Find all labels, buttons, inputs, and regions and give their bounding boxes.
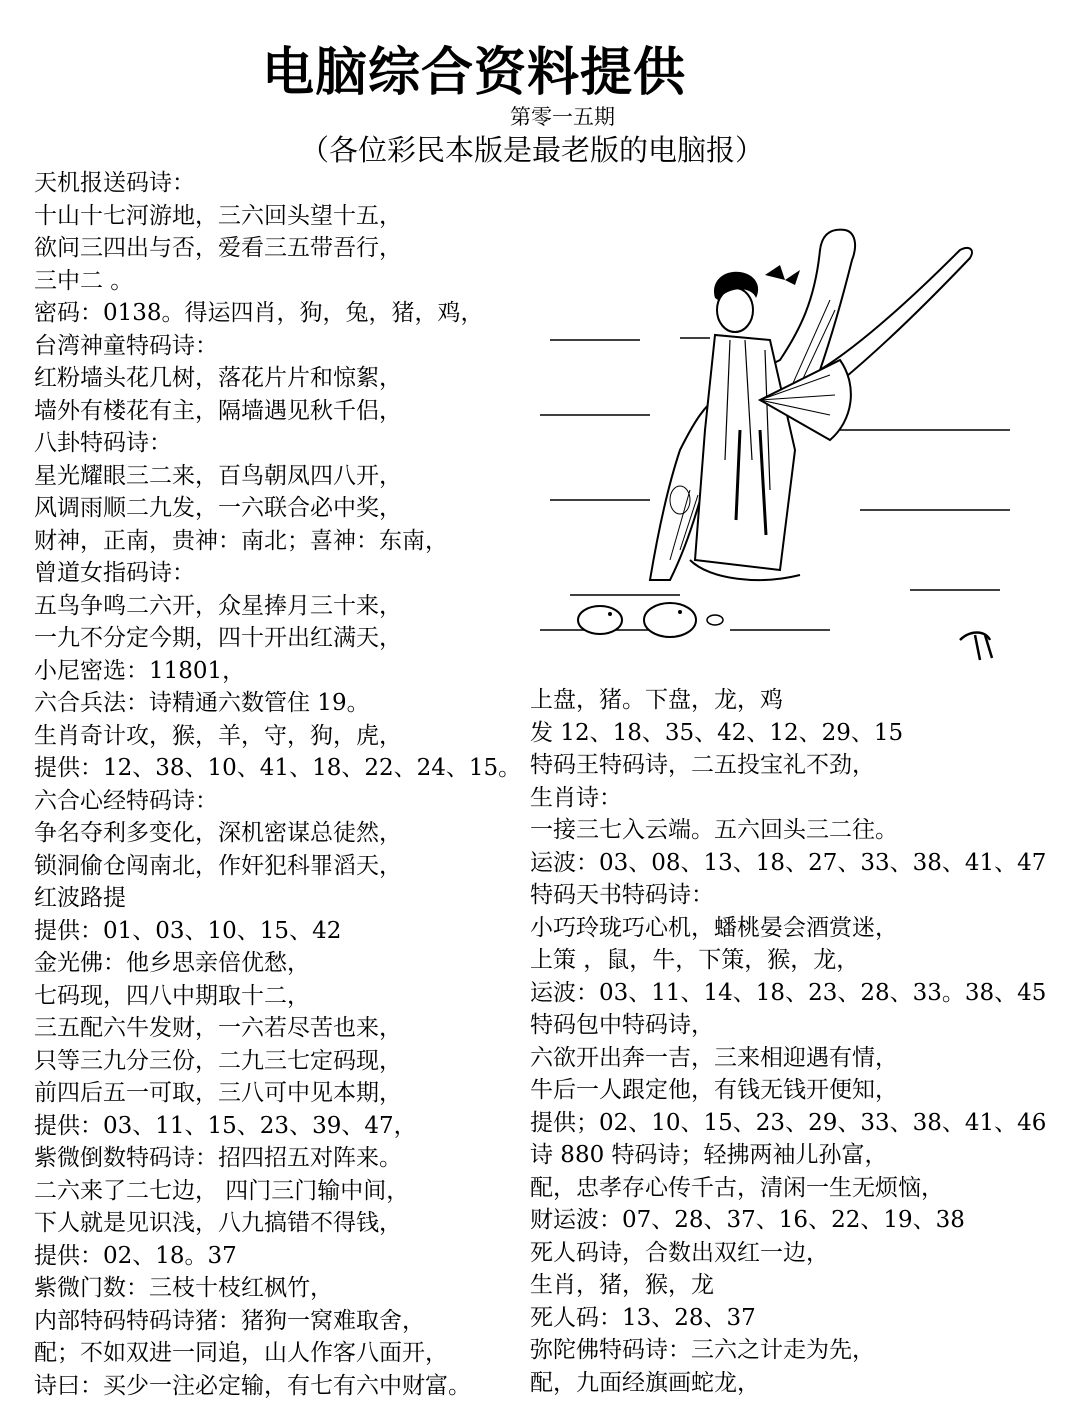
- text-line: 七码现，四八中期取十二，: [34, 982, 310, 1009]
- text-line: 特码王特码诗，二五投宝礼不劲，: [530, 752, 875, 778]
- text-line: 五鸟争鸣二六开，众星捧月三十来，: [34, 592, 402, 619]
- text-line: 十山十七河游地，三六回头望十五，: [34, 202, 402, 229]
- text-line: 配；不如双进一同追，山人作客八面开，: [34, 1340, 448, 1366]
- text-line: 运波：03、08、13、18、27、33、38、41、47: [530, 849, 1047, 876]
- text-line: 紫微门数：三枝十枝红枫竹，: [34, 1275, 333, 1301]
- text-line: 上策 ，鼠，牛，下策，猴，龙，: [530, 947, 860, 973]
- text-line: 配，忠孝存心传千古，清闲一生无烦恼，: [530, 1174, 944, 1201]
- text-line: 配，九面经旗画蛇龙，: [530, 1369, 760, 1396]
- text-line: 提供：03、11、15、23、39、47，: [34, 1112, 417, 1139]
- text-line: 红粉墙头花几树，落花片片和惊絮，: [34, 365, 402, 391]
- text-line: 欲问三四出与否，爱看三五带吾行，: [34, 235, 402, 261]
- text-line: 特码包中特码诗，: [530, 1012, 714, 1038]
- text-line: 提供：12、38、10、41、18、22、24、15。: [34, 755, 522, 781]
- text-line: 死人码：13、28、37: [530, 1304, 756, 1331]
- text-line: 天机报送码诗：: [34, 170, 195, 196]
- text-line: 生肖，猪，猴，龙: [530, 1272, 714, 1298]
- text-line: 三中二 。: [34, 267, 134, 294]
- text-line: 星光耀眼三二来，百鸟朝凤四八开，: [34, 462, 402, 489]
- text-line: 一接三七入云端。五六回头三二往。: [530, 817, 898, 843]
- lady-with-fan-under-tree-illustration: [530, 190, 1030, 670]
- text-line: 墙外有楼花有主，隔墙遇见秋千侣，: [34, 397, 402, 424]
- text-line: 争名夺利多变化，深机密谋总徒然，: [34, 820, 402, 846]
- text-line: 小巧玲珑巧心机，蟠桃晏会酒赏迷，: [530, 914, 898, 941]
- text-line: 诗曰：买少一注必定输，有七有六中财富。: [34, 1372, 471, 1399]
- text-line: 六合兵法：诗精通六数管住 19。: [34, 690, 370, 716]
- text-line: 下人就是见识浅，八九搞错不得钱，: [34, 1210, 402, 1236]
- text-line: 八卦特码诗：: [34, 430, 172, 456]
- text-line: 密码：0138。得运四肖，狗，兔，猪，鸡，: [34, 300, 484, 326]
- text-line: 上盘，猪。下盘，龙，鸡: [530, 687, 783, 713]
- text-line: 小尼密选：11801，: [34, 657, 246, 684]
- text-line: 前四后五一可取，三八可中见本期，: [34, 1080, 402, 1106]
- text-line: 特码天书特码诗：: [530, 882, 714, 908]
- text-line: 发 12、18、35、42、12、29、15: [530, 719, 904, 746]
- text-line: 财运波：07、28、37、16、22、19、38: [530, 1207, 965, 1233]
- text-line: 运波：03、11、14、18、23、28、33。38、45: [530, 979, 1047, 1006]
- text-line: 曾道女指码诗：: [34, 560, 195, 586]
- text-line: 六合心经特码诗：: [34, 787, 218, 814]
- text-line: 诗 880 特码诗；轻拂两袖儿孙富，: [530, 1142, 888, 1168]
- text-line: 提供；02、10、15、23、29、33、38、41、46: [530, 1109, 1047, 1136]
- text-line: 财神，正南，贵神：南北；喜神：东南，: [34, 527, 448, 554]
- issue-number: 第零一五期: [510, 105, 615, 129]
- page-subtitle: （各位彩民本版是最老版的电脑报）: [300, 133, 765, 167]
- text-line: 提供：01、03、10、15、42: [34, 917, 342, 944]
- text-line: 风调雨顺二九发，一六联合必中奖，: [34, 495, 402, 521]
- text-line: 台湾神童特码诗：: [34, 332, 218, 359]
- page-title: 电脑综合资料提供: [262, 43, 687, 103]
- text-line: 生肖诗：: [530, 784, 622, 811]
- text-line: 内部特码特码诗猪：猪狗一窝难取舍，: [34, 1307, 425, 1334]
- text-line: 金光佛：他乡思亲倍优愁，: [34, 950, 310, 976]
- text-line: 红波路提: [34, 885, 126, 911]
- text-line: 弥陀佛特码诗：三六之计走为先，: [530, 1337, 875, 1363]
- text-line: 牛后一人跟定他，有钱无钱开便知，: [530, 1077, 898, 1103]
- text-line: 死人码诗，合数出双红一边，: [530, 1239, 829, 1266]
- text-line: 紫微倒数特码诗：招四招五对阵来。: [34, 1145, 402, 1171]
- text-line: 提供：02、18。37: [34, 1242, 237, 1269]
- text-line: 生肖奇计攻，猴，羊，守，狗，虎，: [34, 722, 402, 749]
- text-line: 六欲开出奔一吉，三来相迎遇有情，: [530, 1044, 898, 1071]
- text-line: 只等三九分三份，二九三七定码现，: [34, 1047, 402, 1074]
- text-line: 锁洞偷仓闯南北，作奸犯科罪滔天，: [34, 852, 402, 879]
- text-line: 一九不分定今期，四十开出红满天，: [34, 625, 402, 651]
- text-line: 三五配六牛发财，一六若尽苦也来，: [34, 1015, 402, 1041]
- text-line: 二六来了二七边， 四门三门输中间，: [34, 1177, 410, 1204]
